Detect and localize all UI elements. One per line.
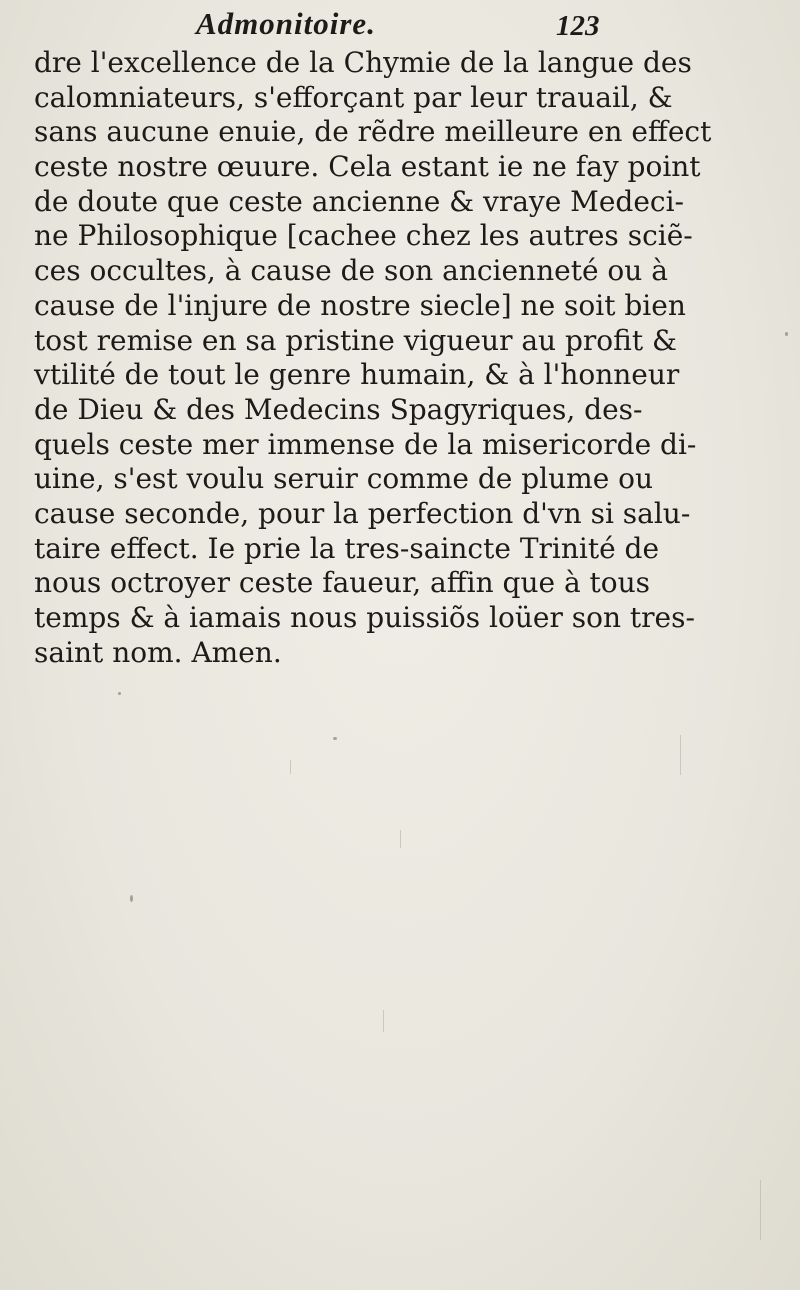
- text-line: tost remise en sa pristine vigueur au profit &: [34, 323, 677, 357]
- bleed-through-mark: [760, 1180, 761, 1240]
- text-line: cause de l'injure de nostre siecle] ne soit bien: [34, 288, 686, 322]
- text-line: calomniateurs, s'efforçant par leur trauail, &: [34, 80, 673, 114]
- bleed-through-mark: [400, 830, 401, 848]
- text-line: dre l'excellence de la Chymie de la langue des: [34, 46, 692, 79]
- bleed-through-mark: [290, 760, 291, 774]
- bleed-through-mark: [680, 735, 681, 775]
- text-line: de Dieu & des Medecins Spagyriques, des-: [34, 392, 643, 426]
- page-number: 123: [556, 10, 600, 42]
- text-line: nous octroyer ceste faueur, affin que à tous: [34, 566, 651, 600]
- bleed-through-mark: [383, 1010, 384, 1032]
- running-head: [0, 6, 800, 46]
- text-line: sans aucune enuie, de rẽdre meilleure en effect: [34, 115, 712, 149]
- paper-speck: [118, 692, 121, 695]
- paper-speck: [785, 332, 788, 336]
- text-line: ne Philosophique [cachee chez les autres sciẽ-: [34, 219, 693, 253]
- text-line: uine, s'est voulu seruir comme de plume ou: [34, 462, 654, 496]
- text-line: de doute que ceste ancienne & vraye Medeci-: [34, 184, 685, 218]
- text-line: quels ceste mer immense de la misericorde di-: [34, 427, 697, 461]
- text-line: taire effect. Ie prie la tres-saincte Trinité de: [34, 531, 660, 565]
- text-line: saint nom. Amen.: [34, 635, 282, 669]
- paper-speck: [130, 895, 133, 902]
- body-text: [34, 46, 712, 670]
- text-line: cause seconde, pour la perfection d'vn si salu-: [34, 496, 691, 530]
- text-line: temps & à iamais nous puissiõs loüer son tres-: [34, 601, 695, 634]
- text-line: ceste nostre œuure. Cela estant ie ne fay point: [34, 150, 701, 184]
- text-line: vtilité de tout le genre humain, & à l'honneur: [34, 358, 680, 392]
- paper-speck: [333, 737, 337, 740]
- text-line: ces occultes, à cause de son ancienneté ou à: [34, 254, 668, 288]
- running-title: Admonitoire.: [196, 6, 376, 41]
